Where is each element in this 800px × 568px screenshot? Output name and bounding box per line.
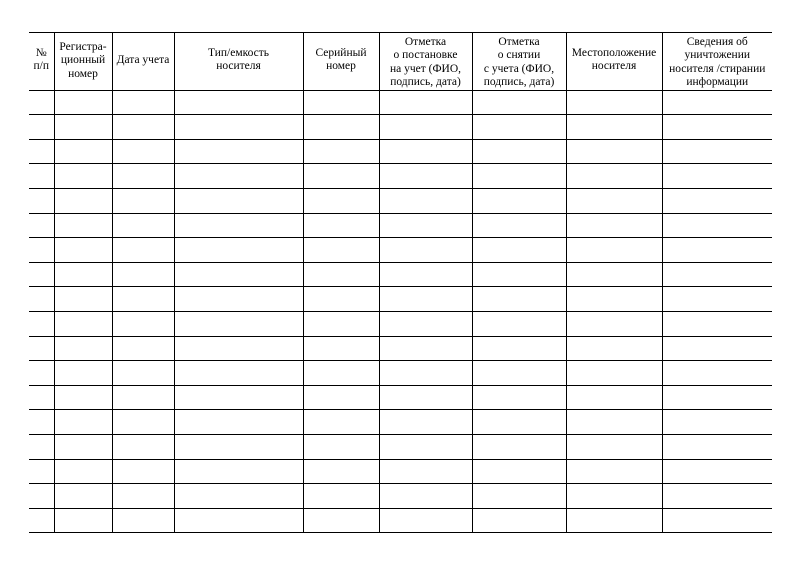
table-cell <box>174 90 303 115</box>
table-cell <box>379 189 472 214</box>
table-cell <box>662 410 772 435</box>
table-cell <box>662 434 772 459</box>
table-cell <box>174 164 303 189</box>
table-cell <box>662 262 772 287</box>
col-header-type-capacity: Тип/емкость носителя <box>174 33 303 91</box>
table-cell <box>112 189 174 214</box>
table-cell <box>54 410 112 435</box>
table-cell <box>662 213 772 238</box>
table-cell <box>303 410 379 435</box>
table-cell <box>303 115 379 140</box>
table-cell <box>662 385 772 410</box>
table-cell <box>29 287 54 312</box>
media-register-table <box>29 32 772 533</box>
table-cell <box>112 434 174 459</box>
table-cell <box>112 361 174 386</box>
table-row <box>29 115 772 140</box>
table-cell <box>662 361 772 386</box>
table-cell <box>54 459 112 484</box>
table-cell <box>174 434 303 459</box>
table-cell <box>472 164 566 189</box>
table-cell <box>174 213 303 238</box>
table-cell <box>303 164 379 189</box>
table-cell <box>662 311 772 336</box>
table-cell <box>566 434 662 459</box>
table-cell <box>303 311 379 336</box>
table-cell <box>566 238 662 263</box>
table-cell <box>29 459 54 484</box>
table-row <box>29 336 772 361</box>
table-row <box>29 459 772 484</box>
table-cell <box>472 508 566 533</box>
table-cell <box>29 484 54 509</box>
table-row <box>29 311 772 336</box>
col-header-number: № п/п <box>29 33 54 91</box>
table-cell <box>29 238 54 263</box>
header-row <box>29 33 772 91</box>
table-cell <box>174 287 303 312</box>
table-cell <box>54 508 112 533</box>
table-cell <box>54 189 112 214</box>
table-cell <box>566 361 662 386</box>
table-cell <box>472 484 566 509</box>
table-cell <box>472 115 566 140</box>
col-header-registration-mark: Отметка о постановке на учет (ФИО, подпись, дата) <box>379 33 472 91</box>
table-cell <box>379 287 472 312</box>
table-cell <box>112 90 174 115</box>
table-cell <box>29 115 54 140</box>
table-cell <box>566 90 662 115</box>
table-cell <box>112 385 174 410</box>
table-cell <box>566 189 662 214</box>
table-row <box>29 164 772 189</box>
table-row <box>29 238 772 263</box>
table-cell <box>566 385 662 410</box>
col-header-date: Дата учета <box>112 33 174 91</box>
table-cell <box>303 189 379 214</box>
table-cell <box>379 213 472 238</box>
table-cell <box>174 189 303 214</box>
table-cell <box>54 90 112 115</box>
table-cell <box>303 238 379 263</box>
table-cell <box>472 385 566 410</box>
table-cell <box>54 361 112 386</box>
table-cell <box>303 484 379 509</box>
table-cell <box>662 484 772 509</box>
table-cell <box>662 287 772 312</box>
table-cell <box>29 508 54 533</box>
table-row <box>29 410 772 435</box>
table-cell <box>112 484 174 509</box>
table-cell <box>303 459 379 484</box>
table-cell <box>112 238 174 263</box>
table-cell <box>472 434 566 459</box>
table-cell <box>566 287 662 312</box>
table-row <box>29 484 772 509</box>
table-cell <box>54 164 112 189</box>
table-cell <box>174 459 303 484</box>
table-cell <box>54 311 112 336</box>
table-cell <box>54 434 112 459</box>
table-cell <box>379 336 472 361</box>
table-cell <box>174 484 303 509</box>
table-cell <box>303 90 379 115</box>
table-cell <box>379 238 472 263</box>
table-cell <box>29 410 54 435</box>
table-body <box>29 90 772 533</box>
table-cell <box>379 139 472 164</box>
table-row <box>29 287 772 312</box>
table-cell <box>112 336 174 361</box>
table-cell <box>112 164 174 189</box>
table-cell <box>54 139 112 164</box>
col-header-destruction-info: Сведения об уничтожении носителя /стирании информации <box>662 33 772 91</box>
table-cell <box>379 361 472 386</box>
table-cell <box>379 508 472 533</box>
table-cell <box>662 115 772 140</box>
table-cell <box>662 238 772 263</box>
table-cell <box>472 213 566 238</box>
table-cell <box>54 484 112 509</box>
table-row <box>29 508 772 533</box>
table-cell <box>29 361 54 386</box>
table-cell <box>566 213 662 238</box>
table-cell <box>472 410 566 435</box>
table-cell <box>472 189 566 214</box>
table-cell <box>303 385 379 410</box>
table-cell <box>174 115 303 140</box>
table-cell <box>174 385 303 410</box>
table-cell <box>112 262 174 287</box>
table-row <box>29 434 772 459</box>
table-cell <box>29 434 54 459</box>
table-cell <box>174 238 303 263</box>
table-cell <box>662 459 772 484</box>
table-cell <box>662 336 772 361</box>
table-cell <box>566 508 662 533</box>
table-cell <box>174 361 303 386</box>
table-cell <box>29 213 54 238</box>
table-cell <box>566 336 662 361</box>
table-cell <box>472 336 566 361</box>
table-cell <box>54 287 112 312</box>
table-cell <box>662 189 772 214</box>
col-header-serial-number: Серийный номер <box>303 33 379 91</box>
table-cell <box>379 385 472 410</box>
table-cell <box>379 410 472 435</box>
table-cell <box>566 459 662 484</box>
table-cell <box>54 336 112 361</box>
table-cell <box>303 336 379 361</box>
table-cell <box>566 115 662 140</box>
table-row <box>29 213 772 238</box>
table-row <box>29 139 772 164</box>
table-cell <box>472 311 566 336</box>
table-cell <box>174 311 303 336</box>
table-cell <box>379 459 472 484</box>
table-cell <box>303 434 379 459</box>
col-header-registration-number: Регистра- ционный номер <box>54 33 112 91</box>
table-cell <box>472 361 566 386</box>
table-cell <box>566 311 662 336</box>
table-cell <box>566 484 662 509</box>
table-row <box>29 90 772 115</box>
table-cell <box>29 311 54 336</box>
table-cell <box>174 336 303 361</box>
table-cell <box>112 311 174 336</box>
table-cell <box>303 262 379 287</box>
table-cell <box>29 262 54 287</box>
table-cell <box>379 115 472 140</box>
table-cell <box>112 459 174 484</box>
table-cell <box>174 508 303 533</box>
table-cell <box>112 287 174 312</box>
table-cell <box>29 90 54 115</box>
table-cell <box>379 262 472 287</box>
table-cell <box>566 262 662 287</box>
table-cell <box>29 336 54 361</box>
table-cell <box>29 385 54 410</box>
table-cell <box>303 139 379 164</box>
table-cell <box>112 139 174 164</box>
table-cell <box>303 361 379 386</box>
table-cell <box>379 311 472 336</box>
table-cell <box>112 115 174 140</box>
table-cell <box>54 262 112 287</box>
table-cell <box>29 189 54 214</box>
table-cell <box>662 508 772 533</box>
table-cell <box>472 139 566 164</box>
table-cell <box>29 139 54 164</box>
table-cell <box>472 262 566 287</box>
table-cell <box>662 164 772 189</box>
table-row <box>29 189 772 214</box>
table-cell <box>472 90 566 115</box>
table-cell <box>112 213 174 238</box>
table-cell <box>379 90 472 115</box>
table-cell <box>174 139 303 164</box>
table-cell <box>566 164 662 189</box>
table-cell <box>303 508 379 533</box>
table-cell <box>566 139 662 164</box>
table-cell <box>112 410 174 435</box>
table-cell <box>379 484 472 509</box>
table-cell <box>54 238 112 263</box>
table-cell <box>174 262 303 287</box>
table-cell <box>29 164 54 189</box>
table-cell <box>303 287 379 312</box>
table-row <box>29 262 772 287</box>
table-cell <box>54 115 112 140</box>
table-cell <box>472 287 566 312</box>
table-cell <box>379 164 472 189</box>
table-cell <box>54 213 112 238</box>
table-row <box>29 361 772 386</box>
table-cell <box>662 139 772 164</box>
col-header-location: Местоположение носителя <box>566 33 662 91</box>
table-cell <box>112 508 174 533</box>
table-cell <box>303 213 379 238</box>
table-cell <box>174 410 303 435</box>
table-cell <box>472 238 566 263</box>
table-row <box>29 385 772 410</box>
table-cell <box>662 90 772 115</box>
table-cell <box>566 410 662 435</box>
table-cell <box>472 459 566 484</box>
col-header-deregistration-mark: Отметка о снятии с учета (ФИО, подпись, дата) <box>472 33 566 91</box>
table-cell <box>379 434 472 459</box>
table-cell <box>54 385 112 410</box>
